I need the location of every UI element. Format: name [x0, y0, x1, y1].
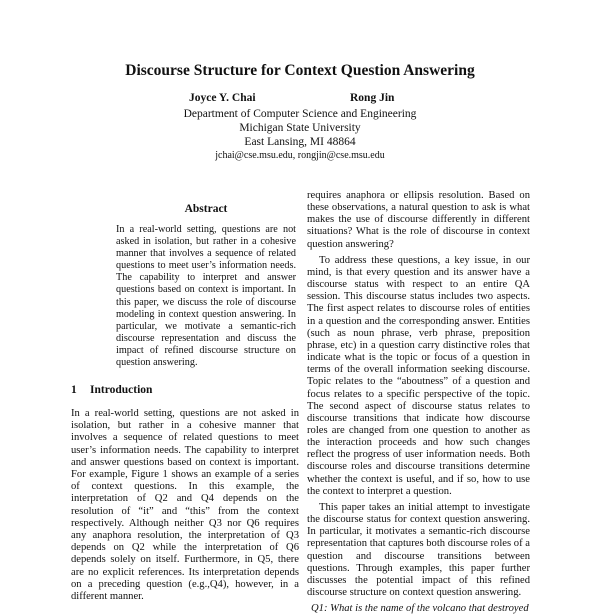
section-title: Introduction: [90, 384, 153, 396]
left-column-body: [71, 408, 299, 603]
author-name: Rong Jin: [350, 92, 395, 104]
author-line: [0, 92, 600, 108]
intro-paragraph-continued: requires anaphora or ellipsis resolution. Based on these observations, a natural question to ask is what makes the use of discourse differently in different situations? What is the role of discourse in context question answering?: [307, 190, 530, 250]
abstract-heading: Abstract: [184, 203, 228, 215]
author-emails: jchai@cse.msu.edu, rongjin@cse.msu.edu: [215, 150, 385, 161]
intro-paragraph: In a real-world setting, questions are not asked in isolation, but rather in a cohesive manner that involves a sequence of related questions to meet user’s information needs. The capability to interpret and answer questions based on context is important. For example, Figure 1 shows an example of a series of context questions. In this example, the interpretation of Q2 and Q4 depends on the resolution of “it” and “this” from the context respectively. Although neither Q3 nor Q6 requires any anaphora resolution, the interpretation of Q3 depends on Q2 while the interpretation of Q6 depends solely on itself. Furthermore, in Q5, there are no explicit references. Its interpretation depends on a preceding question (e.g.,Q4), however, in a different manner.: [71, 408, 299, 603]
affiliation-university: Michigan State University: [239, 122, 361, 134]
abstract-text: In a real-world setting, questions are not asked in isolation, but rather in a cohesive manner that involves a sequence of related questions to meet user’s information needs. The capability to interpret and answer questions based on context is important. In this paper, we discuss the role of discourse modeling in context question answering. In particular, we motivate a semantic-rich discourse representation and discuss the impact of refined discourse structure on question answering.: [116, 224, 296, 369]
affiliation-department: Department of Computer Science and Engineering: [183, 108, 417, 120]
paper-title: Discourse Structure for Context Question Answering: [125, 62, 475, 79]
section-heading: [71, 384, 311, 396]
author-name: Joyce Y. Chai: [189, 92, 256, 104]
affiliation: [0, 107, 600, 149]
affiliation-location: East Lansing, MI 48864: [244, 136, 356, 148]
intro-paragraph: To address these questions, a key issue, in our mind, is that every question and its answer have a discourse status with respect to an entire QA session. This discourse status includes two aspects. The first aspect relates to discourse roles of entities in a question and the corresponding answer. Entities (such as noun phrase, verb phrase, preposition phrase, etc) in a question carry distinctive roles that indicate what is the topic or focus of a question in terms of the overall information seeking discourse. Topic relates to the “aboutness” of a question and focus relates to a specific perspective of the topic. The second aspect of discourse status relates to discourse transitions that indicate how discourse roles are changed from one question to another as the interaction proceeds and how such changes reflect the progress of user information needs. Both discourse roles and discourse transitions determine whether the context is useful, and if so, how to use the context to interpret a question.: [307, 254, 530, 497]
section-number: 1: [71, 384, 77, 396]
example-question: Q1: What is the name of the volcano that destroyed: [311, 603, 529, 615]
intro-paragraph: This paper takes an initial attempt to investigate the discourse status for context question answering. In particular, it motivates a semantic-rich discourse representation that captures both discourse roles of a question and discourse transitions between questions. Through examples, this paper further discusses the potential impact of this refined discourse structure on context question answering.: [307, 501, 530, 598]
right-column-body: [307, 190, 530, 615]
